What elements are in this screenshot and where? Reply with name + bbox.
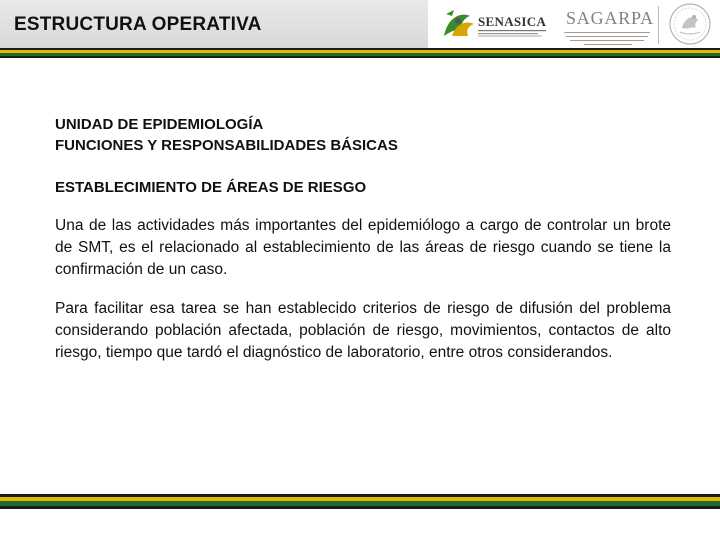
section-title: ESTABLECIMIENTO DE ÁREAS DE RIESGO	[55, 179, 367, 196]
paragraph-1: Una de las actividades más importantes del epidemiólogo a cargo de controlar un brote de SMT, es el relacionado al establecimiento de las áreas de riesgo cuando se tiene la confirmación de un caso.	[55, 217, 671, 278]
sagarpa-subtitle-lines	[562, 30, 652, 46]
paragraph-2: Para facilitar esa tarea se han establecido criterios de riesgo de difusión del problema considerando población afectada, población de riesgo, movimientos, contactos de alto riesgo, tiempo que tardó el diagnóstico de laboratorio, entre otros considerandos.	[55, 300, 671, 361]
logo-divider	[658, 6, 659, 44]
unit-heading: UNIDAD DE EPIDEMIOLOGÍA	[55, 116, 264, 133]
national-seal-icon	[668, 2, 712, 46]
senasica-subtitle-lines	[478, 29, 548, 37]
page-title: ESTRUCTURA OPERATIVA	[14, 14, 262, 35]
content-area	[55, 114, 671, 364]
top-color-stripes	[0, 48, 720, 58]
functions-heading: FUNCIONES Y RESPONSABILIDADES BÁSICAS	[55, 137, 398, 154]
senasica-wordmark: SENASICA	[478, 14, 547, 29]
sagarpa-wordmark: SAGARPA	[566, 8, 654, 28]
bottom-color-stripes	[0, 494, 720, 509]
